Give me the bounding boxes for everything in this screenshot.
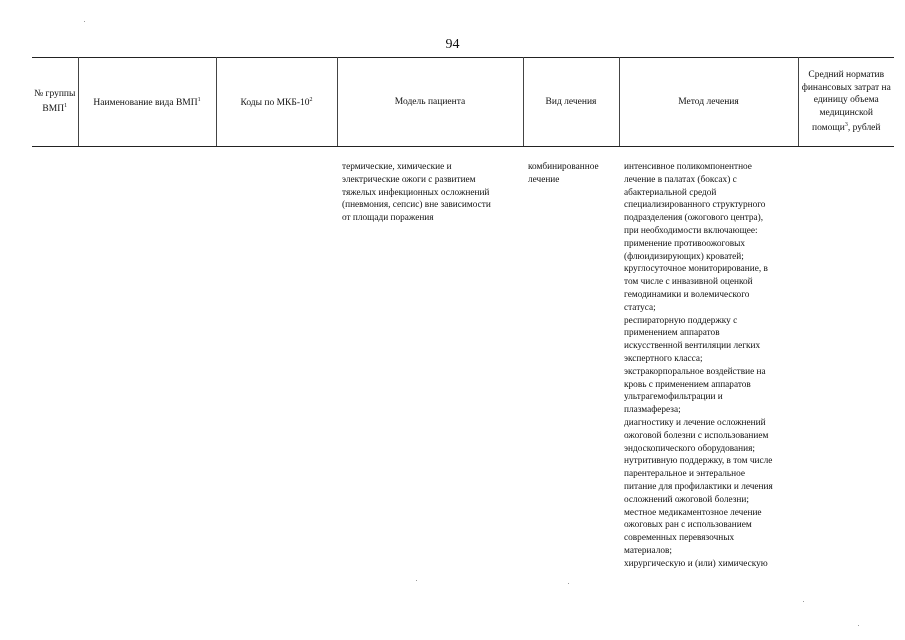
text-line: нутритивную поддержку, в том числе: [624, 456, 773, 467]
cell-cost: [798, 147, 894, 571]
patient-model-text: [342, 161, 519, 225]
text-line: эндоскопического оборудования;: [624, 443, 755, 454]
text-line: интенсивное поликомпонентное: [624, 162, 752, 172]
text-line: от площади поражения: [342, 213, 434, 224]
vmp-table-container: [32, 57, 894, 571]
scan-speck: [568, 583, 569, 584]
text-line: статуса;: [624, 302, 656, 313]
text-line: том числе с инвазивной оценкой: [624, 277, 753, 288]
text-line: (флюидизирующих) кроватей;: [624, 251, 744, 262]
page-number: 94: [445, 37, 460, 52]
text-line: при необходимости включающее:: [624, 225, 758, 236]
header-vmp-name: Наименование вида ВМП$^1$: [78, 58, 216, 147]
text-line: подразделения (ожогового центра),: [624, 213, 764, 224]
scan-speck: [416, 580, 417, 581]
header-row: [32, 58, 894, 147]
treatment-type-text: [528, 161, 615, 187]
cell-patient-model: [337, 147, 523, 571]
text-line: плазмафереза;: [624, 405, 681, 416]
text-line: современных перевязочных: [624, 533, 735, 544]
text-line: (пневмония, сепсис) вне зависимости: [342, 200, 491, 211]
cell-treatment-method: [619, 147, 798, 571]
header-treatment-method: Метод лечения: [619, 58, 798, 147]
header-mkb-codes: Коды по МКБ-$10^2$: [216, 58, 337, 147]
text-line: искусственной вентиляции легких: [624, 341, 761, 352]
vmp-table: [32, 57, 894, 571]
text-line: кровь с применением аппаратов: [624, 379, 751, 390]
text-line: круглосуточное мониторирование, в: [624, 264, 768, 275]
cell-group-no: [32, 147, 78, 571]
text-line: осложнений ожоговой болезни;: [624, 494, 749, 505]
header-patient-model: Модель пациента: [337, 58, 523, 147]
text-line: специализированного структурного: [624, 200, 766, 211]
text-line: комбинированное: [528, 162, 599, 172]
text-line: парентеральное и энтеральное: [624, 469, 746, 480]
text-line: экспертного класса;: [624, 353, 703, 364]
text-line: лечение в палатах (боксах) с: [624, 174, 737, 185]
text-line: абактериальной средой: [624, 187, 717, 198]
cell-vmp-name: [78, 147, 216, 571]
header-cost-standard: Средний норматив финансовых затрат на единицу объема медицинской помощи$^3$, рублей: [798, 58, 894, 147]
text-line: материалов;: [624, 545, 672, 556]
scan-speck: [84, 21, 85, 22]
header-treatment-type: Вид лечения: [523, 58, 619, 147]
text-line: питание для профилактики и лечения: [624, 481, 773, 492]
text-line: респираторную поддержку с: [624, 315, 738, 326]
cell-treatment-type: [523, 147, 619, 571]
table-row: [32, 147, 894, 571]
text-line: применение противоожоговых: [624, 238, 746, 249]
text-line: хирургическую и (или) химическую: [624, 558, 768, 569]
text-line: лечение: [528, 174, 560, 185]
text-line: экстракорпоральное воздействие на: [624, 366, 766, 377]
text-line: диагностику и лечение осложнений: [624, 417, 766, 428]
header-group-no: № группы ВМП$^1$: [32, 58, 78, 147]
cell-mkb-codes: [216, 147, 337, 571]
text-line: тяжелых инфекционных осложнений: [342, 187, 490, 198]
text-line: применением аппаратов: [624, 328, 720, 339]
text-line: ультрагемофильтрации и: [624, 392, 723, 403]
treatment-method-text: [624, 161, 794, 571]
text-line: ожоговой болезни с использованием: [624, 430, 769, 441]
scan-speck: [858, 625, 859, 626]
scan-speck: [803, 601, 804, 602]
text-line: ожоговых ран с использованием: [624, 520, 752, 531]
text-line: электрические ожоги с развитием: [342, 174, 476, 185]
text-line: гемодинамики и волемического: [624, 289, 750, 300]
text-line: местное медикаментозное лечение: [624, 507, 762, 518]
text-line: термические, химические и: [342, 162, 452, 172]
